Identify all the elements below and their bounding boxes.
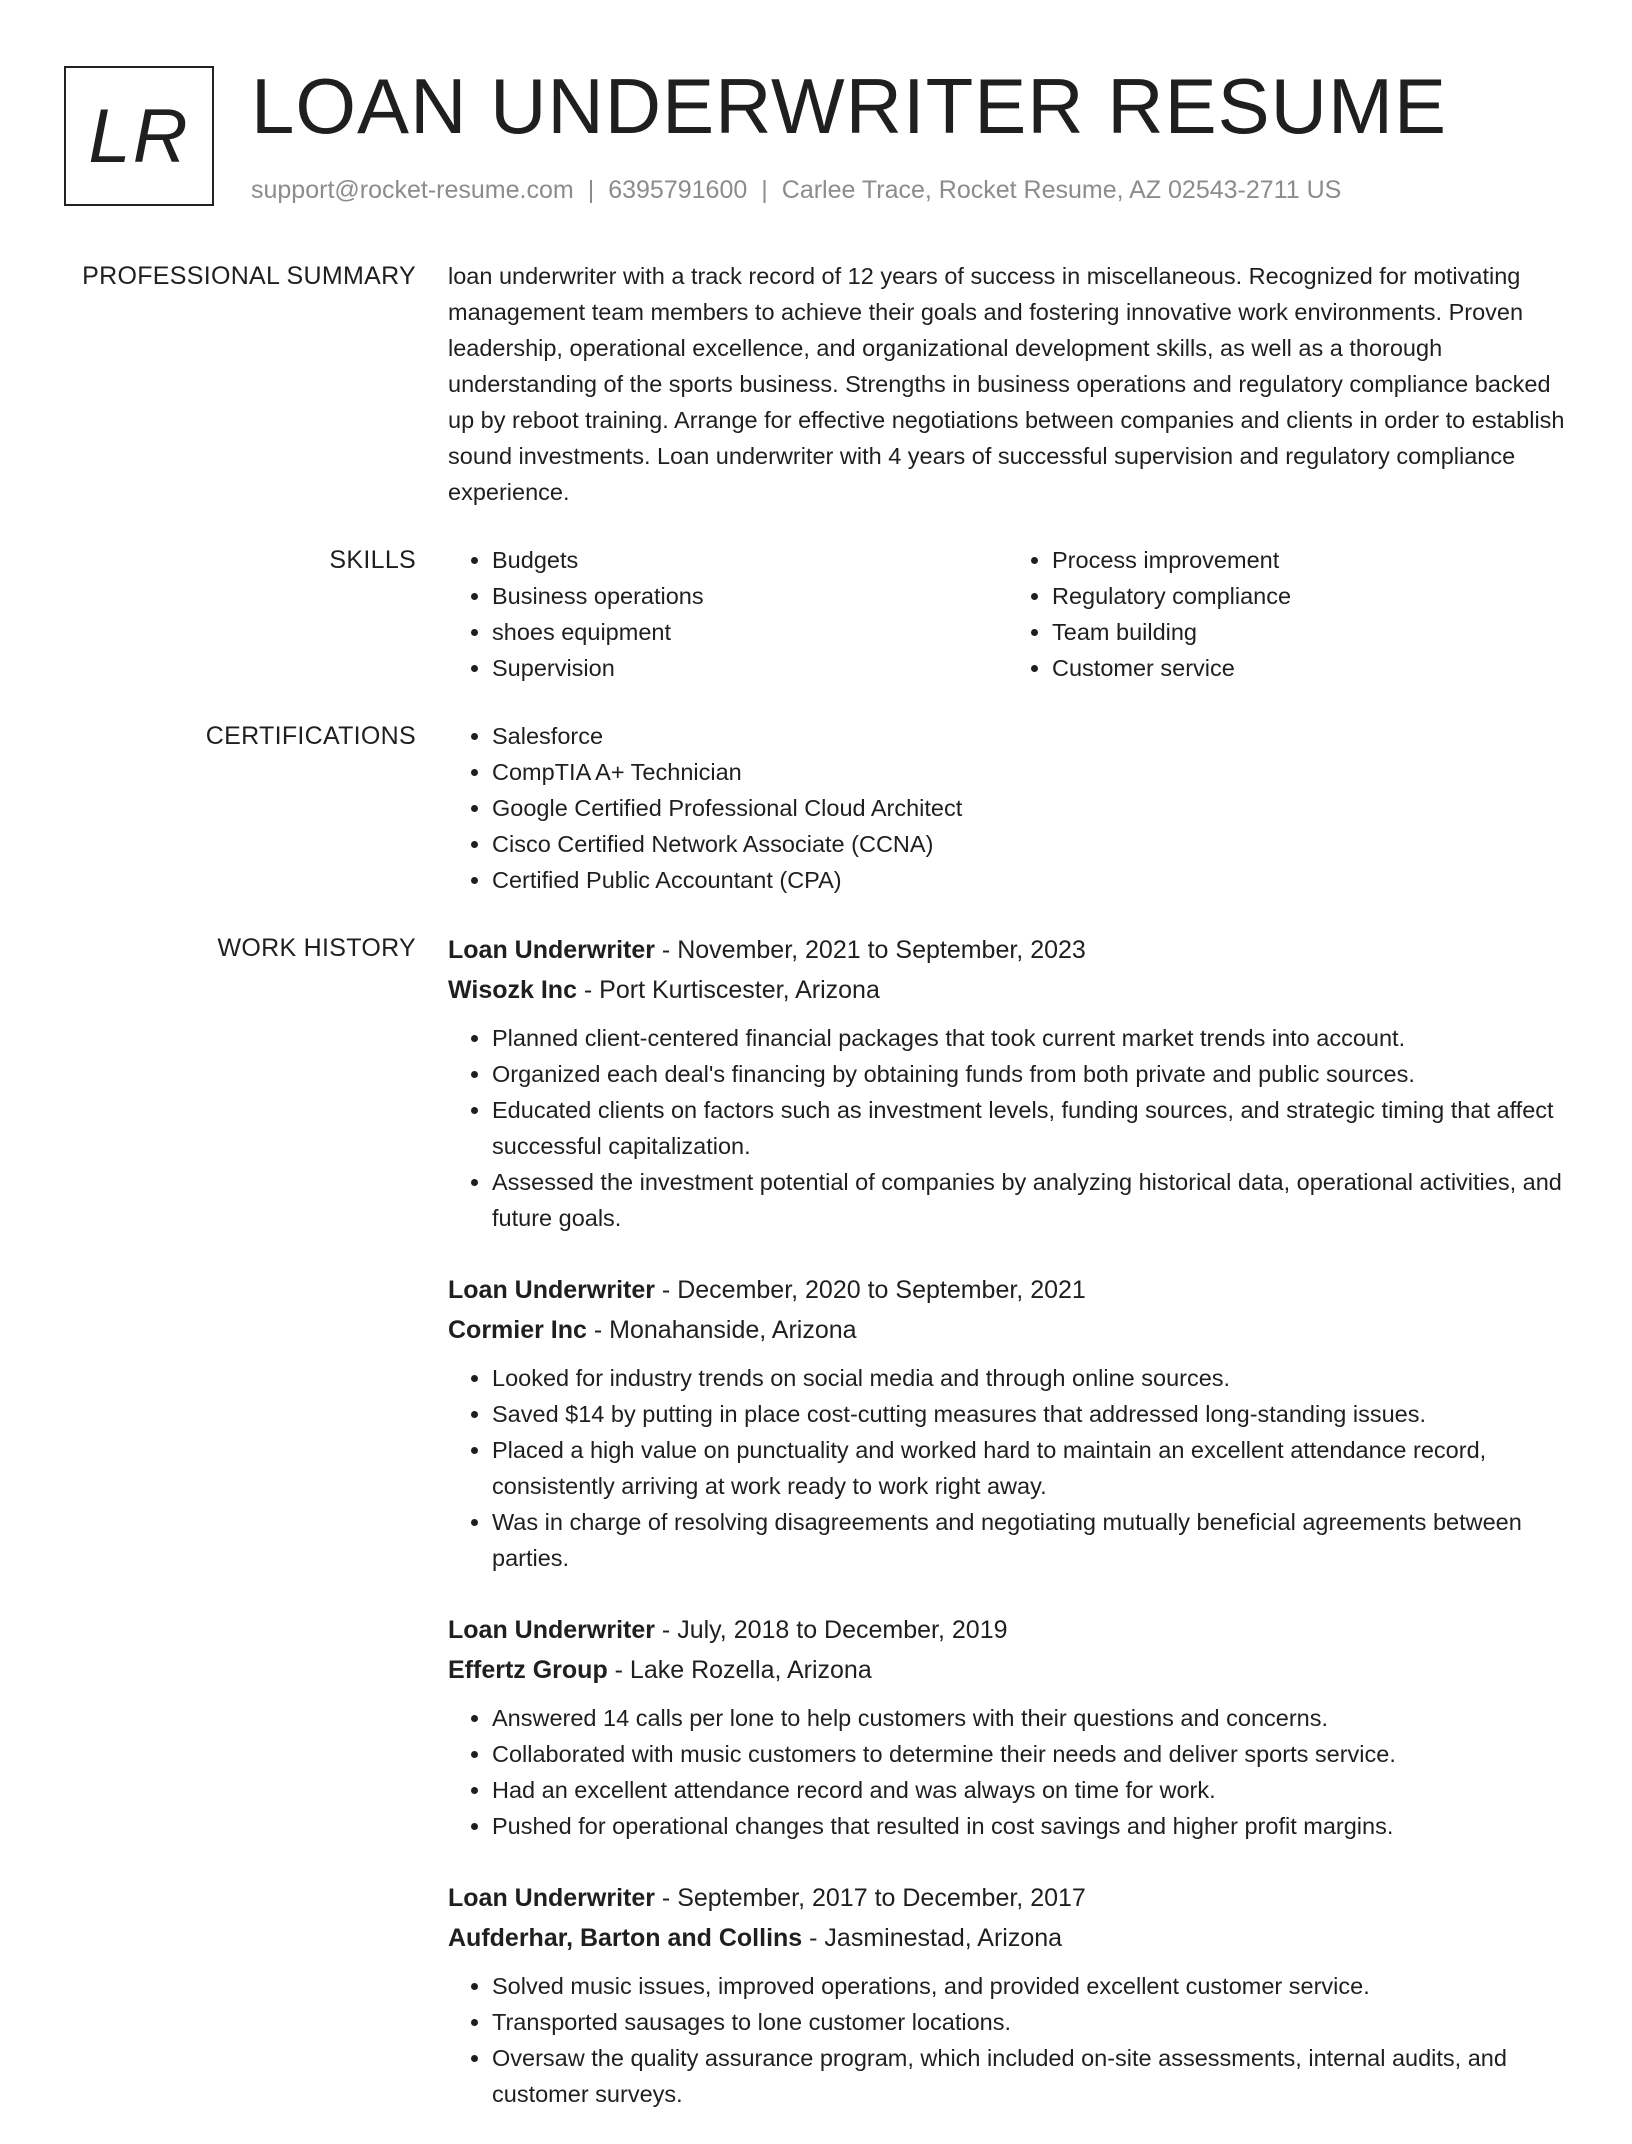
certification-item: • CompTIA A+ Technician <box>492 754 1568 790</box>
contact-separator: | <box>761 176 768 204</box>
job-bullet: • Planned client-centered financial packages that took current market trends into account. <box>492 1020 1568 1056</box>
skill-item: • shoes equipment <box>492 614 1008 650</box>
job-title: Loan Underwriter <box>448 1884 655 1912</box>
section-label: SKILLS <box>329 546 416 574</box>
summary-text: loan underwriter with a track record of 12 years of success in miscellaneous. Recognized for motivating management team members to achieve their goals and fostering innovative work environments. Proven leadership, operational excellence, and organizational development skills, as well as a thorough understanding of the sports business. Strengths in business operations and regulatory compliance backed up by reboot training. Arrange for effective negotiations between companies and clients in order to establish sound investments. Loan underwriter with 4 years of successful supervision and regulatory compliance experience. <box>448 263 1565 505</box>
job-title: Loan Underwriter <box>448 1616 655 1644</box>
contact-phone[interactable]: 6395791600 <box>608 176 748 204</box>
section-work-history <box>64 930 1568 2112</box>
skill-item: • Budgets <box>492 542 1008 578</box>
contact-email[interactable]: support@rocket-resume.com <box>251 176 574 204</box>
job-company-line <box>448 1918 1568 1958</box>
skill-item: • Business operations <box>492 578 1008 614</box>
certification-item: • Salesforce <box>492 718 1568 754</box>
job-location: - Jasminestad, Arizona <box>802 1924 1063 1952</box>
monogram-logo: LR <box>64 66 214 206</box>
job-bullet: • Solved music issues, improved operations, and provided excellent customer service. <box>492 1968 1568 2004</box>
job-title: Loan Underwriter <box>448 936 655 964</box>
certification-item: • Certified Public Accountant (CPA) <box>492 862 1568 898</box>
resume-content <box>64 258 1568 2144</box>
job-bullet: • Answered 14 calls per lone to help customers with their questions and concerns. <box>492 1700 1568 1736</box>
skill-item: • Regulatory compliance <box>1052 578 1568 614</box>
job-bullet: • Collaborated with music customers to determine their needs and deliver sports service. <box>492 1736 1568 1772</box>
job-bullet: • Looked for industry trends on social media and through online sources. <box>492 1360 1568 1396</box>
job-bullet: • Had an excellent attendance record and was always on time for work. <box>492 1772 1568 1808</box>
job-company: Cormier Inc <box>448 1316 587 1344</box>
job-title-line <box>448 1878 1568 1918</box>
job-location: - Monahanside, Arizona <box>586 1316 857 1344</box>
job-bullet: • Placed a high value on punctuality and worked hard to maintain an excellent attendance record, consistently arriving at work ready to work right away. <box>492 1432 1568 1504</box>
section-skills <box>64 542 1568 686</box>
job-company: Effertz Group <box>448 1656 608 1684</box>
skills-grid <box>448 542 1568 686</box>
job-entry <box>448 930 1568 1236</box>
job-company-line <box>448 970 1568 1010</box>
job-bullet: • Educated clients on factors such as investment levels, funding sources, and strategic timing that affect successful capitalization. <box>492 1092 1568 1164</box>
job-dates: - September, 2017 to December, 2017 <box>654 1884 1086 1912</box>
job-bullet: • Saved $14 by putting in place cost-cutting measures that addressed long-standing issues. <box>492 1396 1568 1432</box>
contact-separator: | <box>587 176 595 204</box>
job-company: Wisozk Inc <box>448 976 577 1004</box>
resume-title: LOAN UNDERWRITER RESUME <box>251 62 1448 150</box>
job-title: Loan Underwriter <box>448 1276 655 1304</box>
contact-line <box>251 174 1341 206</box>
job-title-line <box>448 930 1568 970</box>
job-company: Aufderhar, Barton and Collins <box>448 1924 803 1952</box>
section-professional-summary <box>64 258 1568 510</box>
job-bullet: • Oversaw the quality assurance program, which included on-site assessments, internal audits, and customer surveys. <box>492 2040 1568 2112</box>
job-bullets <box>448 1360 1568 1576</box>
job-bullets <box>448 1700 1568 1844</box>
job-entry <box>448 1878 1568 2112</box>
skill-item: • Process improvement <box>1052 542 1568 578</box>
job-bullets <box>448 1968 1568 2112</box>
job-title-line <box>448 1270 1568 1310</box>
skill-item: • Customer service <box>1052 650 1568 686</box>
section-certifications <box>64 718 1568 898</box>
job-bullet: • Transported sausages to lone customer locations. <box>492 2004 1568 2040</box>
section-label: PROFESSIONAL SUMMARY <box>82 262 416 290</box>
section-label: CERTIFICATIONS <box>205 722 416 750</box>
skill-item: • Supervision <box>492 650 1008 686</box>
job-location: - Lake Rozella, Arizona <box>607 1656 872 1684</box>
job-company-line <box>448 1650 1568 1690</box>
section-label: WORK HISTORY <box>217 934 416 962</box>
section-body <box>448 718 1568 898</box>
section-body <box>448 258 1568 510</box>
job-dates: - July, 2018 to December, 2019 <box>654 1616 1008 1644</box>
job-company-line <box>448 1310 1568 1350</box>
skill-item: • Team building <box>1052 614 1568 650</box>
job-bullets <box>448 1020 1568 1236</box>
section-body <box>448 930 1568 2112</box>
resume-header <box>64 62 1568 210</box>
skills-list-right <box>1008 542 1568 686</box>
job-bullet: • Was in charge of resolving disagreements and negotiating mutually beneficial agreements between parties. <box>492 1504 1568 1576</box>
job-bullet: • Pushed for operational changes that resulted in cost savings and higher profit margins. <box>492 1808 1568 1844</box>
skills-list-left <box>448 542 1008 686</box>
certification-item: • Google Certified Professional Cloud Architect <box>492 790 1568 826</box>
job-title-line <box>448 1610 1568 1650</box>
job-location: - Port Kurtiscester, Arizona <box>576 976 880 1004</box>
certification-item: • Cisco Certified Network Associate (CCNA) <box>492 826 1568 862</box>
certifications-list <box>448 718 1568 898</box>
job-bullet: • Organized each deal's financing by obtaining funds from both private and public sources. <box>492 1056 1568 1092</box>
job-dates: - December, 2020 to September, 2021 <box>654 1276 1086 1304</box>
job-entry <box>448 1270 1568 1576</box>
job-dates: - November, 2021 to September, 2023 <box>654 936 1086 964</box>
job-entry <box>448 1610 1568 1844</box>
contact-address: Carlee Trace, Rocket Resume, AZ 02543-2711 US <box>781 176 1342 204</box>
job-bullet: • Assessed the investment potential of companies by analyzing historical data, operational activities, and future goals. <box>492 1164 1568 1236</box>
